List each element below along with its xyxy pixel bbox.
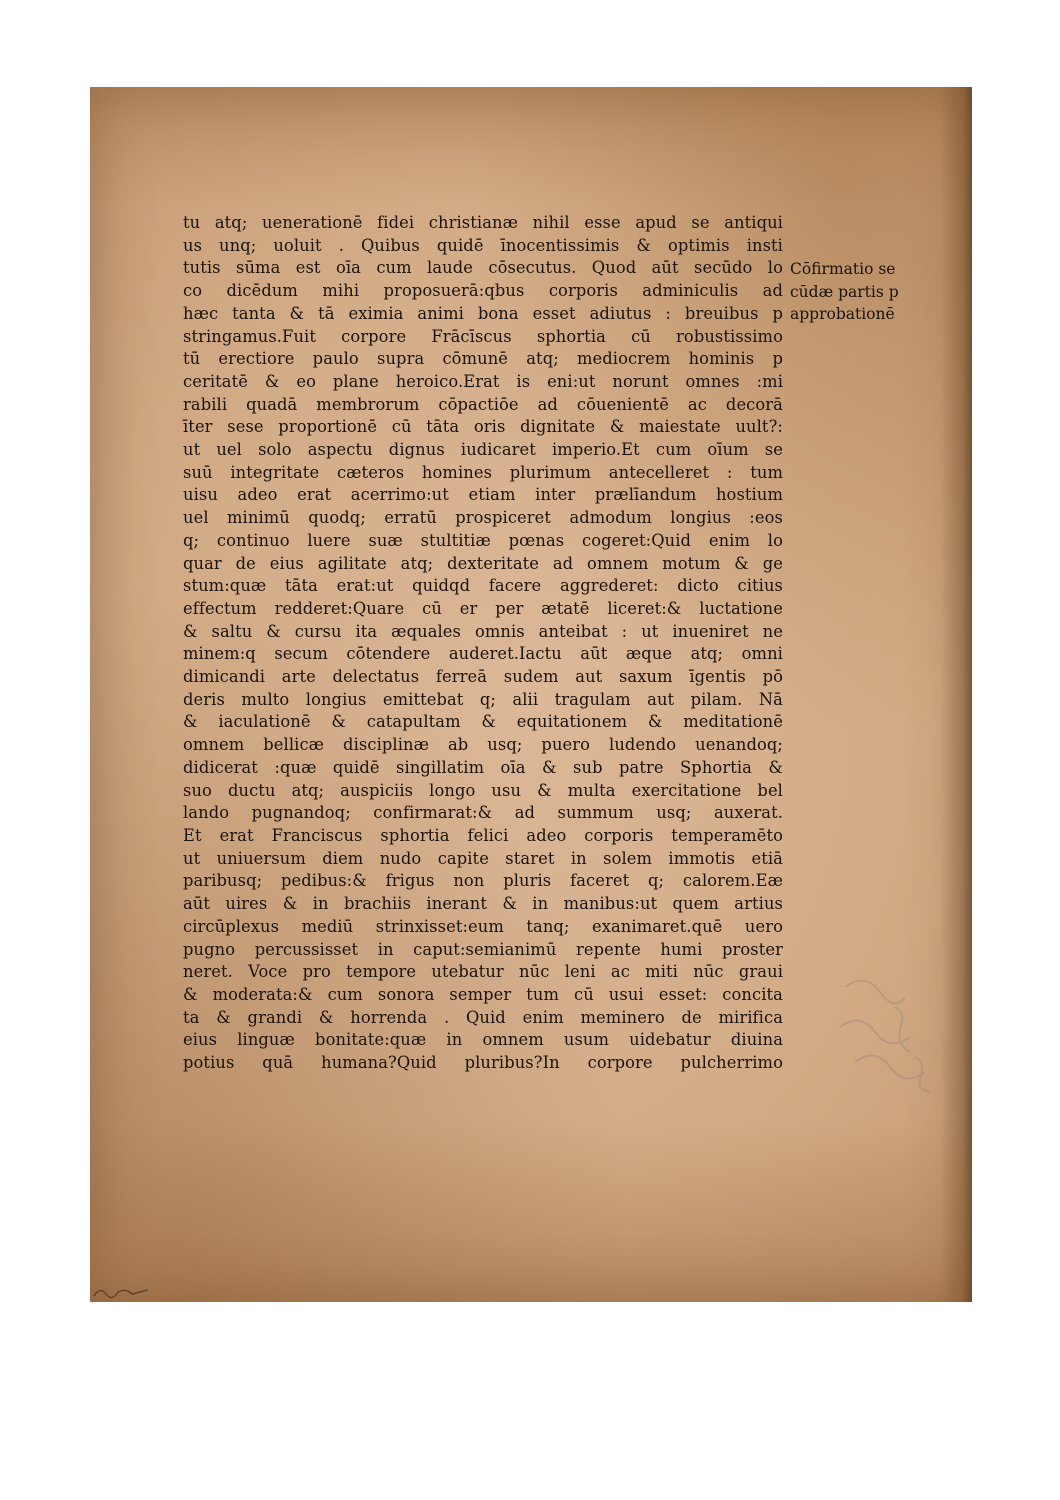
text-line: us unq; uoluit . Quibus quidē īnocentissimis & optimis insti [183, 235, 783, 255]
text-line: paribusq; pedibus:& frigus non pluris faceret q; calorem.Eæ [183, 871, 783, 891]
text-line: uel minimū quodq; erratū prospiceret admodum longius :eos [183, 508, 783, 528]
page-edge-shadow [940, 87, 972, 1302]
text-line: neret. Voce pro tempore utebatur nūc leni ac miti nūc graui [183, 962, 783, 982]
text-line: suū integritate cæteros homines plurimum antecelleret : tum [183, 462, 783, 482]
water-stain-bottom [90, 1122, 972, 1302]
text-line: ut uel solo aspectu dignus iudicaret imperio.Et cum oīum se [183, 440, 783, 460]
library-stamp [825, 967, 945, 1097]
text-line: ceritatē & eo plane heroico.Erat is eni:ut norunt omnes :mi [183, 371, 783, 391]
text-line: uisu adeo erat acerrimo:ut etiam inter prælīandum hostium [183, 485, 783, 505]
text-line: stum:quæ tāta erat:ut quidqd facere aggrederet: dicto citius [183, 576, 783, 596]
text-line: & iaculationē & catapultam & equitationem & meditationē [183, 712, 783, 732]
text-line: īter sese proportionē cū tāta oris dignitate & maiestate uult?: [183, 417, 783, 437]
text-line: & saltu & cursu ita æquales omnis anteibat : ut inueniret ne [183, 621, 783, 641]
manuscript-page [90, 87, 972, 1302]
text-line: rabili quadā membrorum cōpactiōe ad cōuenientē ac decorā [183, 394, 783, 414]
text-line: eius linguæ bonitate:quæ in omnem usum uidebatur diuina [183, 1030, 783, 1050]
text-line: omnem bellicæ disciplinæ ab usq; puero ludendo uenandoq; [183, 735, 783, 755]
text-line: aūt uires & in brachiis inerant & in manibus:ut quem artius [183, 894, 783, 914]
text-line: Et erat Franciscus sphortia felici adeo corporis temperamēto [183, 825, 783, 845]
marginal-note-line: Cōfirmatio se [790, 260, 896, 278]
text-line: stringamus.Fuit corpore Frācīscus sphortia cū robustissimo [183, 326, 783, 346]
text-line: q; continuo luere suæ stultitiæ pœnas cogeret:Quid enim lo [183, 530, 783, 550]
water-stain-top [90, 87, 972, 207]
main-text-block [183, 212, 783, 1075]
text-line: tu atq; uenerationē fidei christianæ nihil esse apud se antiqui [183, 213, 783, 232]
pencil-mark [92, 1282, 152, 1302]
text-line: tū erectiore paulo supra cōmunē atq; mediocrem hominis p [183, 349, 783, 369]
text-line: didicerat :quæ quidē singillatim oīa & sub patre Sphortia & [183, 757, 783, 777]
text-line: suo ductu atq; auspiciis longo usu & multa exercitatione bel [183, 780, 783, 800]
text-line: deris multo longius emittebat q; alii tragulam aut pilam. Nā [183, 689, 783, 709]
text-line: dimicandi arte delectatus ferreā sudem aut saxum īgentis pō [183, 667, 783, 687]
text-line: lando pugnandoq; confirmarat:& ad summum usq; auxerat. [183, 803, 783, 823]
text-line: & moderata:& cum sonora semper tum cū usui esset: concita [183, 984, 783, 1004]
text-line: quar de eius agilitate atq; dexteritate ad omnem motum & ge [183, 553, 783, 573]
marginal-note-line: approbationē [790, 305, 895, 323]
text-line: ut uniuersum diem nudo capite staret in solem immotis etiā [183, 848, 783, 868]
text-line: ta & grandi & horrenda . Quid enim meminero de mirifica [183, 1007, 783, 1027]
text-line: hæc tanta & tā eximia animi bona esset adiutus : breuibus p [183, 303, 783, 323]
text-line: pugno percussisset in caput:semianimū repente humi proster [183, 939, 783, 959]
marginal-note [790, 258, 940, 326]
text-line: potius quā humana?Quid pluribus?In corpore pulcherrimo [183, 1053, 783, 1073]
text-line: minem:q secum cōtendere auderet.Iactu aūt æque atq; omni [183, 644, 783, 664]
text-line: effectum redderet:Quare cū er per ætatē liceret:& luctatione [183, 598, 783, 618]
text-line: co dicēdum mihi proposuerā:qbus corporis adminiculis ad [183, 281, 783, 301]
marginal-note-line: cūdæ partis p [790, 282, 899, 301]
text-line: circūplexus mediū strinxisset:eum tanq; exanimaret.quē uero [183, 916, 783, 936]
text-line: tutis sūma est oīa cum laude cōsecutus. Quod aūt secūdo lo [183, 258, 783, 278]
